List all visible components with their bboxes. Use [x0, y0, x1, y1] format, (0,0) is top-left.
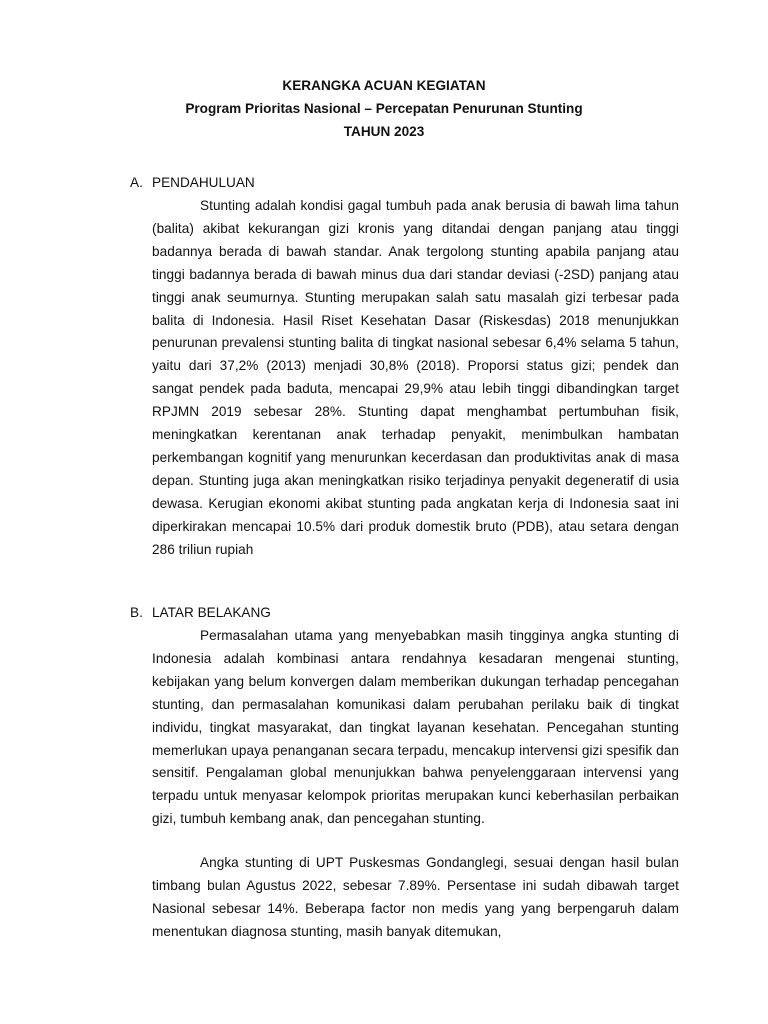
section-letter: A.: [130, 175, 143, 190]
section-heading-latar-belakang: [130, 604, 271, 622]
paragraph-latar-belakang-2: Angka stunting di UPT Puskesmas Gondanglegi, sesuai dengan hasil bulan timbang bulan Agustus 2022, sebesar 7.89%. Persentase ini sudah dibawah target Nasional sebesar 14%. Beberapa factor non medis yang yang berpengaruh dalam menentukan diagnosa stunting, masih banyak ditemukan,: [152, 855, 679, 939]
section-heading-text: LATAR BELAKANG: [152, 605, 271, 620]
section-heading-pendahuluan: [130, 174, 255, 192]
paragraph-latar-belakang-1: Permasalahan utama yang menyebabkan masih tingginya angka stunting di Indonesia adalah kombinasi antara rendahnya kesadaran mengenai stunting, kebijakan yang belum konvergen dalam memberikan dukungan terhadap pencegahan stunting, dan permasalahan komunikasi dalam perubahan perilaku baik di tingkat individu, tingkat masyarakat, dan tingkat layanan kesehatan. Pencegahan stunting memerlukan upaya penanganan secara terpadu, mencakup intervensi gizi spesifik dan sensitif. Pengalaman global menunjukkan bahwa penyelenggaraan intervensi yang terpadu untuk menyasar kelompok prioritas merupakan kunci keberhasilan perbaikan gizi, tumbuh kembang anak, dan pencegahan stunting.: [152, 628, 679, 827]
title-line-1: KERANGKA ACUAN KEGIATAN: [282, 78, 486, 93]
title-line-3: TAHUN 2023: [343, 124, 425, 139]
section-letter: B.: [130, 605, 143, 620]
title-line-2: Program Prioritas Nasional – Percepatan Penurunan Stunting: [185, 101, 583, 116]
paragraph-pendahuluan: Stunting adalah kondisi gagal tumbuh pada anak berusia di bawah lima tahun (balita) akibat kekurangan gizi kronis yang ditandai dengan panjang atau tinggi badannya berada di bawah standar. Anak tergolong stunting apabila panjang atau tinggi badannya berada di bawah minus dua dari standar deviasi (-2SD) panjang atau tinggi anak seumurnya. Stunting merupakan salah satu masalah gizi terbesar pada balita di Indonesia. Hasil Riset Kesehatan Dasar (Riskesdas) 2018 menunjukkan penurunan prevalensi stunting balita di tingkat nasional sebesar 6,4% selama 5 tahun, yaitu dari 37,2% (2013) menjadi 30,8% (2018). Proporsi status gizi; pendek dan sangat pendek pada baduta, mencapai 29,9% atau lebih tinggi dibandingkan target RPJMN 2019 sebesar 28%. Stunting dapat menghambat pertumbuhan fisik, meningkatkan kerentanan anak terhadap penyakit, menimbulkan hambatan perkembangan kognitif yang menurunkan kecerdasan dan produktivitas anak di masa depan. Stunting juga akan meningkatkan risiko terjadinya penyakit degeneratif di usia dewasa. Kerugian ekonomi akibat stunting pada angkatan kerja di Indonesia saat ini diperkirakan mencapai 10.5% dari produk domestik bruto (PDB), atau setara dengan 286 triliun rupiah: [152, 198, 679, 557]
section-heading-text: PENDAHULUAN: [152, 175, 255, 190]
document-title: [0, 74, 768, 143]
